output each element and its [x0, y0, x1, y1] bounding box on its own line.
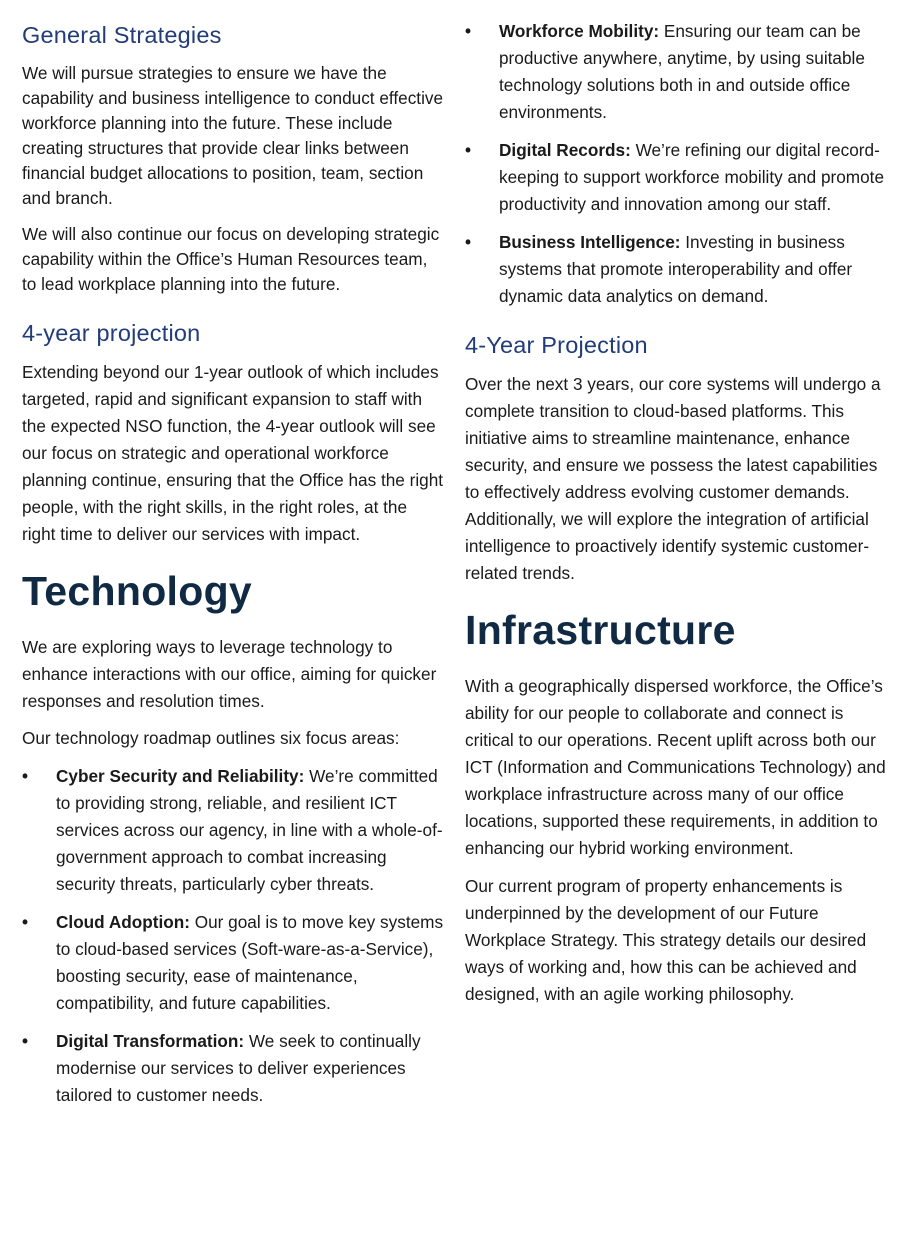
technology-focus-list: [22, 763, 444, 1109]
technology-paragraph-1: We are exploring ways to leverage technology to enhance interactions with our office, aiming for quicker responses and resolution times.: [22, 637, 437, 711]
list-item-text: Investing in business systems that promote interoperability and offer dynamic data analytics on demand.: [499, 232, 853, 306]
list-item-text: We seek to continually modernise our services to deliver experiences tailored to customer needs.: [56, 1031, 421, 1105]
four-year-projection-paragraph: Extending beyond our 1-year outlook of which includes targeted, rapid and significant expansion to staff with the expected NSO function, the 4-year outlook will see our focus on strategic and operational workforce planning continue, ensuring that the Office has the right people, with the right skills, in the right roles, at the right time to deliver our services with impact.: [22, 362, 444, 544]
technology-paragraph-2: Our technology roadmap outlines six focus areas:: [22, 728, 400, 748]
list-item-text: Ensuring our team can be productive anywhere, anytime, by using suitable technology solutions both in and outside office environments.: [499, 21, 865, 122]
bullet-icon: •: [22, 912, 29, 932]
bullet-icon: •: [465, 232, 472, 252]
four-year-projection-heading: 4-year projection: [22, 320, 201, 346]
list-item: [465, 137, 890, 218]
list-item-title: Digital Records:: [499, 140, 631, 160]
bullet-icon: •: [465, 21, 472, 41]
list-item: [22, 763, 444, 898]
list-item-title: Workforce Mobility:: [499, 21, 660, 41]
list-item-text: We’re committed to providing strong, reliable, and resilient ICT services across our agency, in line with a whole-of-government approach to combat increasing security threats, particularly cyber threats.: [56, 766, 443, 894]
left-column: [22, 0, 444, 1109]
infrastructure-heading: Infrastructure: [465, 607, 736, 653]
list-item: [22, 1028, 444, 1109]
bullet-icon: •: [22, 1031, 29, 1051]
list-item-title: Digital Transformation:: [56, 1031, 245, 1051]
bullet-icon: •: [465, 140, 472, 160]
list-item: [465, 18, 890, 126]
list-item-title: Cloud Adoption:: [56, 912, 190, 932]
list-item-text: Our goal is to move key systems to cloud-based services (Soft-ware-as-a-Service), boosting security, ease of maintenance, compatibility, and future capabilities.: [56, 912, 444, 1013]
technology-heading: Technology: [22, 568, 253, 614]
list-item-title: Business Intelligence:: [499, 232, 681, 252]
list-item: [465, 229, 890, 310]
list-item-text: We’re refining our digital record-keeping to support workforce mobility and promote productivity and innovation among our staff.: [499, 140, 885, 214]
general-strategies-paragraph-2: We will also continue our focus on developing strategic capability within the Office’s Human Resources team, to lead workplace planning into the future.: [22, 224, 440, 294]
technology-focus-list-continued: [465, 18, 890, 310]
four-year-projection-heading-right: 4-Year Projection: [465, 332, 648, 358]
infrastructure-paragraph-2: Our current program of property enhancements is underpinned by the development of our Future Workplace Strategy. This strategy details our desired ways of working and, how this can be achieved and designed, with an agile working philosophy.: [465, 876, 867, 1004]
general-strategies-heading: General Strategies: [22, 22, 222, 48]
list-item: [22, 909, 444, 1017]
infrastructure-paragraph-1: With a geographically dispersed workforce, the Office’s ability for our people to collaborate and connect is critical to our operations. Recent uplift across both our ICT (Information and Communications Technology) and workplace infrastructure across many of our office locations, supported these requirements, in addition to enhancing our hybrid working environment.: [465, 676, 886, 858]
right-column: [465, 0, 890, 1008]
bullet-icon: •: [22, 766, 29, 786]
four-year-projection-paragraph-right: Over the next 3 years, our core systems will undergo a complete transition to cloud-based platforms. This initiative aims to streamline maintenance, enhance security, and ensure we possess the latest capabilities to effectively address evolving customer demands. Additionally, we will explore the integration of artificial intelligence to proactively identify systemic customer-related trends.: [465, 374, 881, 583]
general-strategies-paragraph-1: We will pursue strategies to ensure we have the capability and business intelligence to conduct effective workforce planning into the future. These include creating structures that provide clear links between financial budget allocations to position, team, section and branch.: [22, 63, 444, 208]
list-item-title: Cyber Security and Reliability:: [56, 766, 305, 786]
